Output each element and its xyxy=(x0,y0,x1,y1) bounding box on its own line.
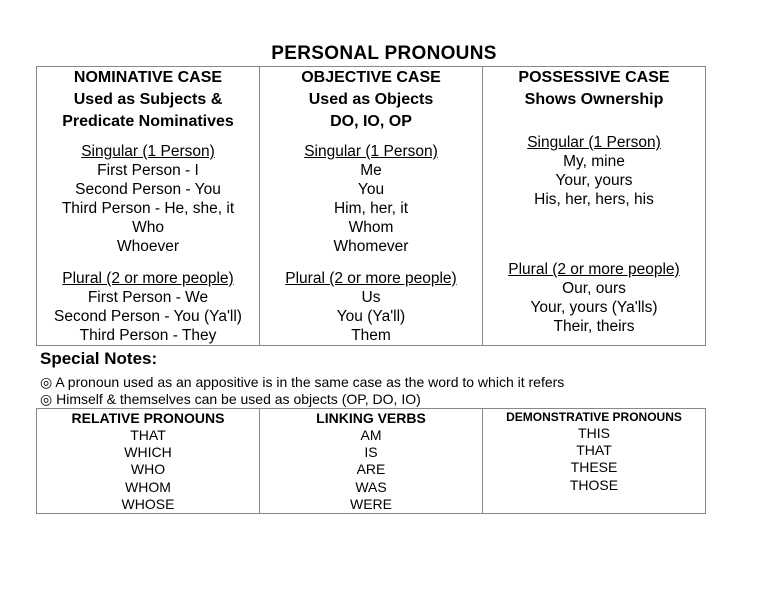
column-subheading: Used as Objects xyxy=(308,91,434,108)
list-item: You (Ya'll) xyxy=(336,308,406,325)
list-item: His, her, hers, his xyxy=(534,191,654,208)
possessive-plural xyxy=(483,260,705,336)
list-item: THAT xyxy=(576,442,612,459)
objective-plural xyxy=(260,269,482,345)
relative-pronouns-column xyxy=(37,409,259,513)
list-item: You xyxy=(357,181,385,198)
list-item: Him, her, it xyxy=(333,200,409,217)
list-item: Third Person - They xyxy=(79,327,217,344)
nominative-column xyxy=(37,67,259,133)
note-item xyxy=(40,391,421,408)
list-item: Whom xyxy=(348,219,394,236)
column-subheading: Shows Ownership xyxy=(524,91,664,108)
objective-column xyxy=(260,67,482,133)
list-item: Third Person - He, she, it xyxy=(61,200,235,217)
column-subheading: DO, IO, OP xyxy=(330,113,412,130)
plural-label: Plural (2 or more people) xyxy=(62,270,234,287)
list-item: WHICH xyxy=(124,444,172,461)
list-item: THOSE xyxy=(569,476,619,493)
list-item: THAT xyxy=(130,427,166,443)
singular-label: Singular (1 Person) xyxy=(81,143,215,160)
demonstrative-pronouns-column xyxy=(483,409,705,494)
list-item: AM xyxy=(360,427,382,443)
list-item: WHO xyxy=(130,461,166,478)
nominative-singular xyxy=(37,142,259,256)
list-item: First Person - I xyxy=(97,162,199,179)
list-item: Them xyxy=(351,327,391,344)
list-item: Who xyxy=(132,219,164,236)
singular-label: Singular (1 Person) xyxy=(527,134,661,151)
list-item: First Person - We xyxy=(87,289,209,306)
plural-label: Plural (2 or more people) xyxy=(285,270,457,287)
column-subheading: Used as Subjects & xyxy=(73,91,223,108)
singular-label: Singular (1 Person) xyxy=(304,143,438,160)
list-item: IS xyxy=(364,444,378,461)
list-item: WAS xyxy=(355,478,387,495)
note-text: Himself & themselves can be used as objects (OP, DO, IO) xyxy=(56,391,421,407)
bullet-icon: ◎ xyxy=(40,391,53,407)
column-subheading: Predicate Nominatives xyxy=(62,113,234,130)
column-heading: OBJECTIVE CASE xyxy=(301,69,441,86)
list-item: WHOSE xyxy=(121,495,175,512)
list-item: Our, ours xyxy=(562,280,626,297)
note-item xyxy=(40,374,564,391)
word-lists-table xyxy=(36,408,706,514)
bullet-icon: ◎ xyxy=(40,374,53,390)
linking-verbs-column xyxy=(260,409,482,513)
possessive-column xyxy=(483,67,705,111)
note-text: A pronoun used as an appositive is in the same case as the word to which it refers xyxy=(55,374,565,390)
column-heading: NOMINATIVE CASE xyxy=(73,69,223,86)
objective-singular xyxy=(260,142,482,256)
list-item: Us xyxy=(361,289,381,306)
list-item: My, mine xyxy=(563,153,625,170)
list-item: Second Person - You (Ya'll) xyxy=(54,308,242,325)
list-item: Their, theirs xyxy=(553,318,635,335)
column-heading: LINKING VERBS xyxy=(316,410,426,426)
column-heading: RELATIVE PRONOUNS xyxy=(71,410,225,426)
list-item: Your, yours xyxy=(555,172,633,189)
special-notes-heading: Special Notes: xyxy=(40,349,158,368)
nominative-plural xyxy=(37,269,259,345)
page-title: PERSONAL PRONOUNS xyxy=(271,43,497,64)
column-heading: DEMONSTRATIVE PRONOUNS xyxy=(506,410,682,424)
list-item: Me xyxy=(360,162,382,179)
list-item: Second Person - You xyxy=(75,181,221,198)
list-item: THIS xyxy=(578,425,610,441)
plural-label: Plural (2 or more people) xyxy=(508,261,680,278)
list-item: Whoever xyxy=(116,238,180,255)
column-heading: POSSESSIVE CASE xyxy=(518,69,670,86)
list-item: WHOM xyxy=(125,478,171,495)
list-item: Whomever xyxy=(333,238,409,255)
possessive-singular xyxy=(483,133,705,209)
list-item: Your, yours (Ya'lls) xyxy=(530,299,658,316)
list-item: WERE xyxy=(350,495,392,512)
personal-pronouns-table xyxy=(36,66,706,346)
list-item: THESE xyxy=(570,459,618,476)
list-item: ARE xyxy=(356,461,386,478)
